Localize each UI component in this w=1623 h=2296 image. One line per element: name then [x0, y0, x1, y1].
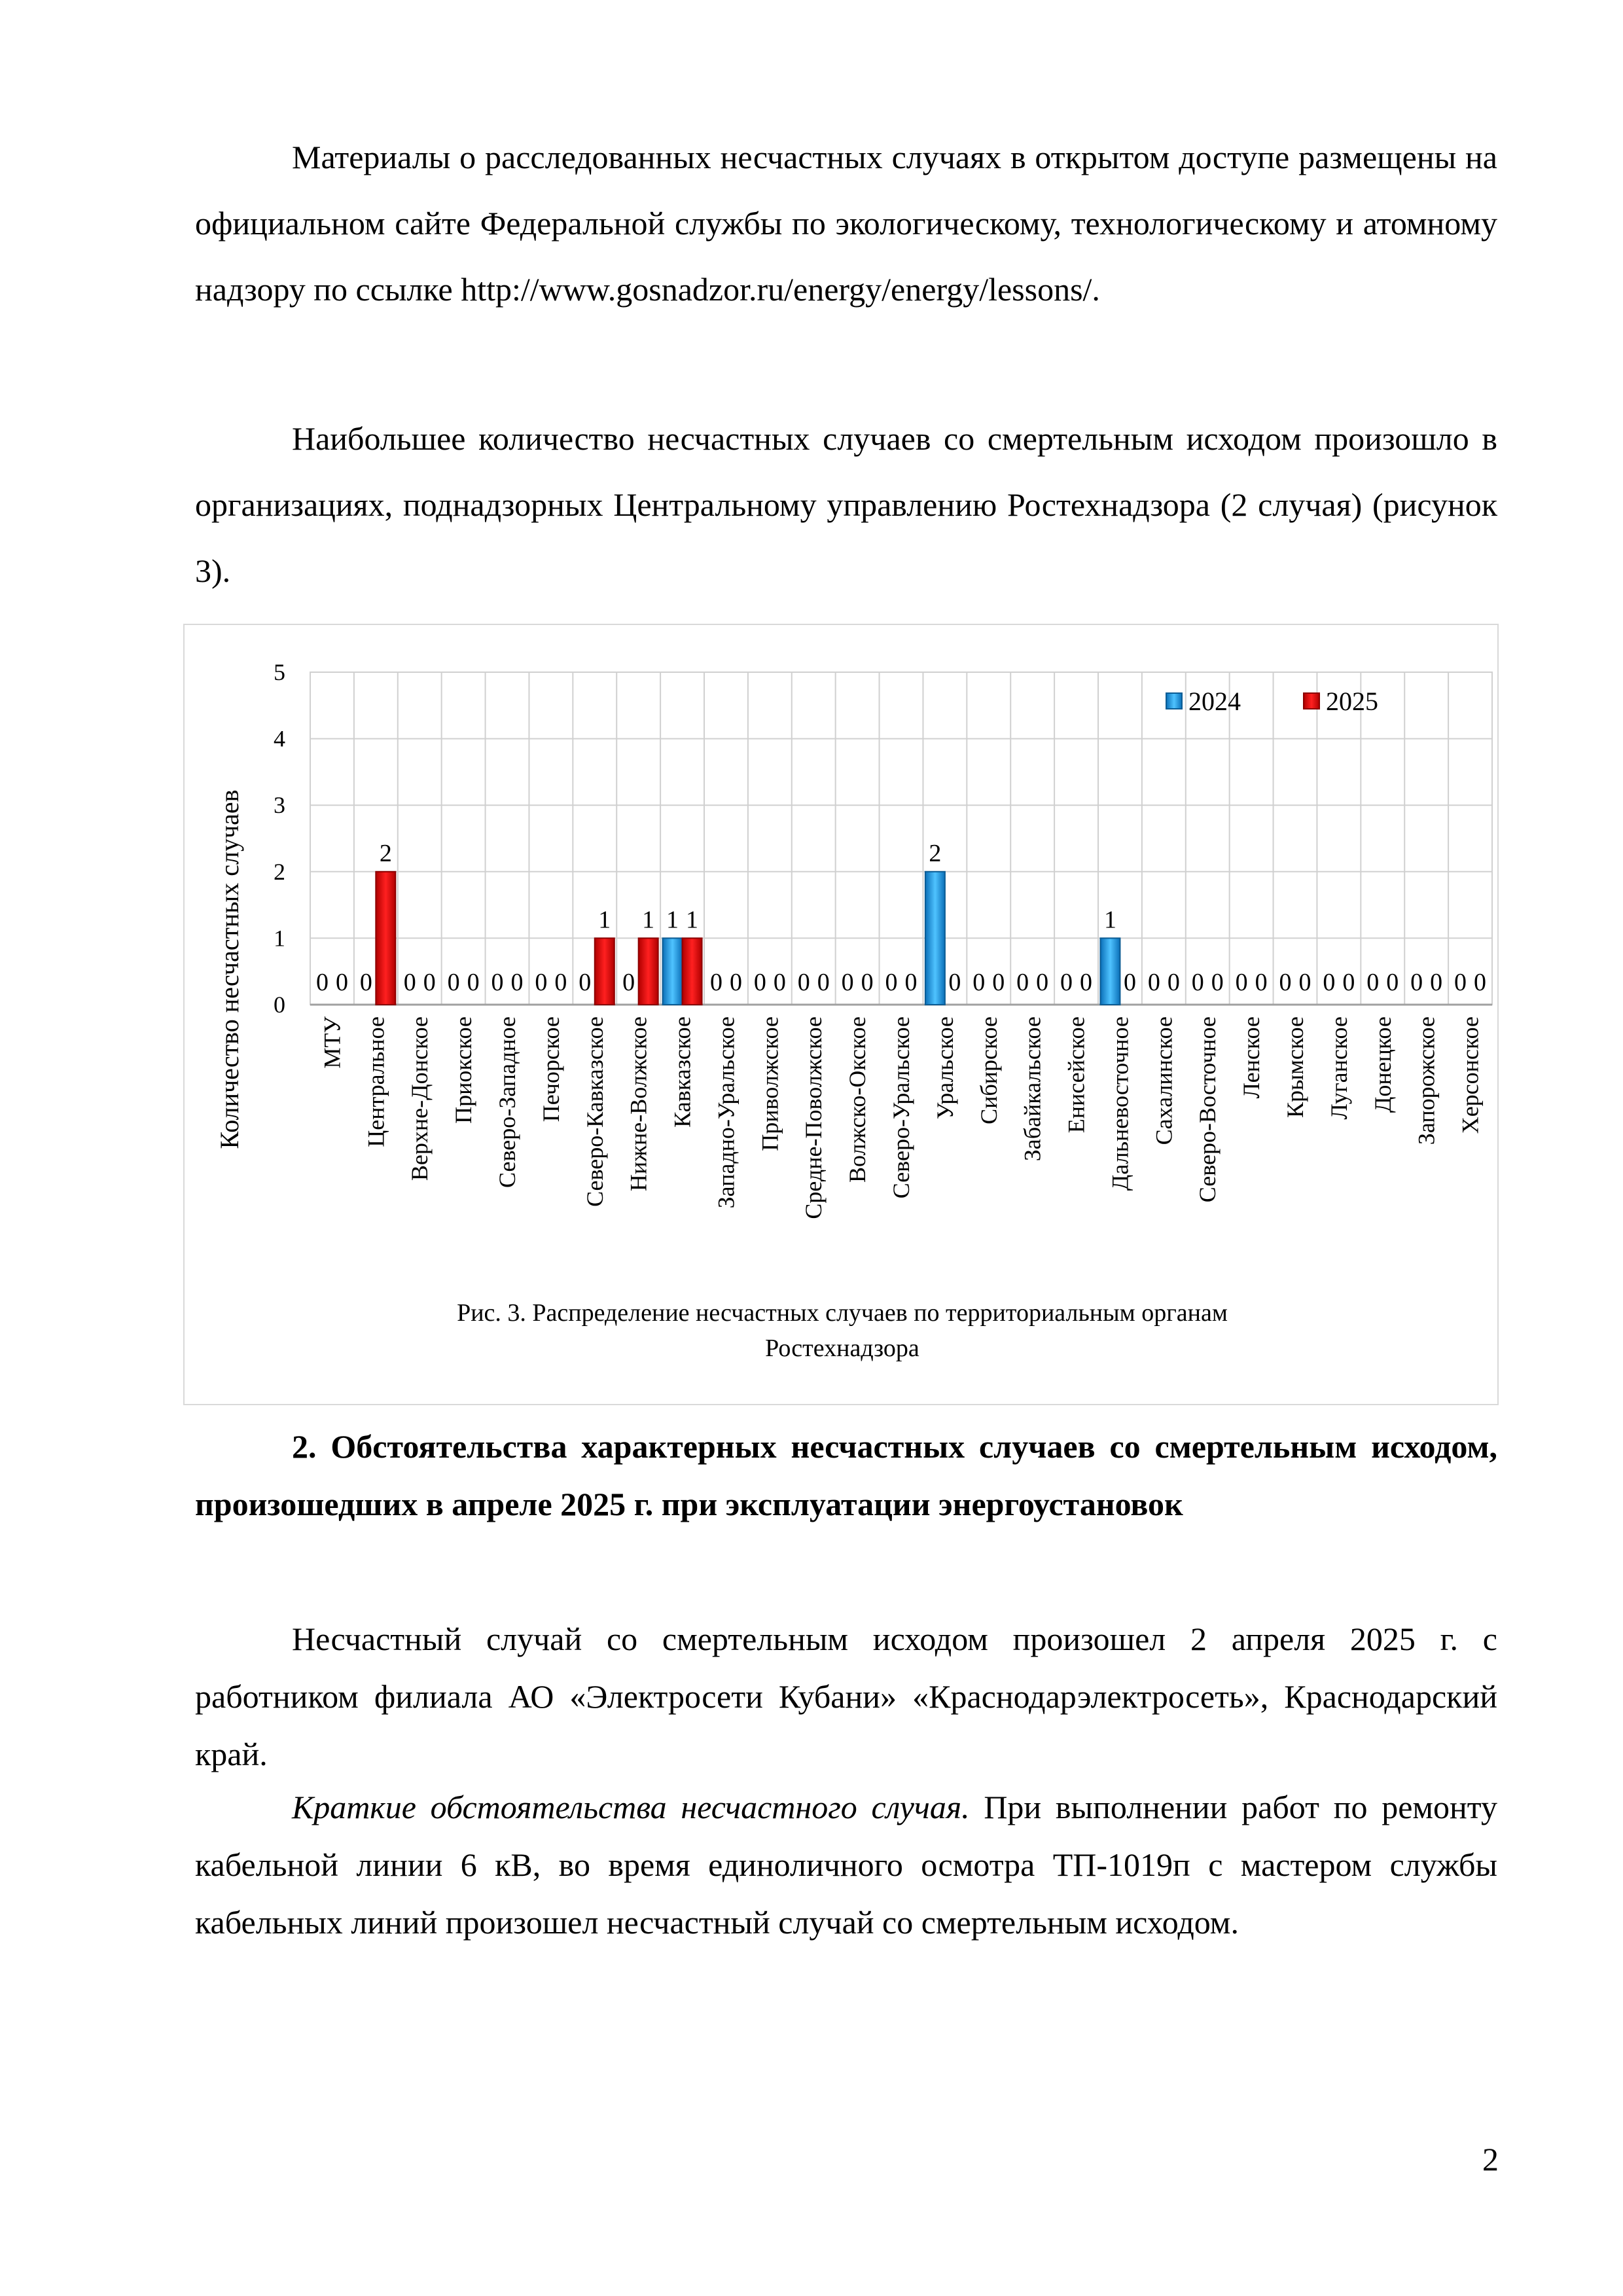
figure-caption-line-1: Рис. 3. Распределение несчастных случаев по территориальным органам — [457, 1299, 1228, 1327]
bar-2024-14 — [925, 872, 945, 1005]
data-label: 0 — [535, 969, 548, 996]
data-label: 0 — [972, 969, 986, 996]
data-label: 0 — [1036, 969, 1049, 996]
data-label: 2 — [379, 839, 392, 867]
bar-2025-6 — [595, 938, 615, 1005]
data-label: 0 — [992, 969, 1005, 996]
circumstances-text: При выполнении работ по ремонту кабельной линии 6 кВ, во время единоличного осмотра ТП-1019п с мастером службы кабельных линий произошел несчастный случай со смертельным исходом. — [195, 1789, 1497, 1941]
data-label: 1 — [666, 906, 679, 934]
data-label: 0 — [885, 969, 898, 996]
bar-2025-1 — [376, 872, 395, 1005]
data-label: 0 — [1298, 969, 1311, 996]
data-label: 1 — [686, 906, 699, 934]
paragraph-materials-text: Материалы о расследованных несчастных случаях в открытом доступе размещены на официальном сайте Федеральной службы по экологическому, технологическому и атомному надзору по ссылке http://www.gosnadzor.ru/energy/energy/lessons/. — [195, 139, 1497, 308]
data-label: 1 — [1103, 906, 1116, 934]
y-tick-label: 4 — [274, 725, 285, 752]
x-tick-label: Приокское — [450, 1016, 477, 1124]
figure-caption-line-2: Ростехнадзора — [765, 1335, 919, 1362]
paragraph-accident-date-text: Несчастный случай со смертельным исходом произошел 2 апреля 2025 г. с работником филиала АО «Электросети Кубани» «Краснодарэлектросеть», Краснодарский край. — [195, 1621, 1497, 1772]
data-label: 0 — [904, 969, 918, 996]
data-label: 0 — [1211, 969, 1224, 996]
y-tick-label: 5 — [274, 659, 285, 685]
y-tick-label: 0 — [274, 992, 285, 1018]
data-label: 0 — [1366, 969, 1380, 996]
paragraph-accident-date — [195, 1610, 1497, 1783]
bar-2025-7 — [639, 938, 658, 1005]
data-label: 0 — [817, 969, 830, 996]
x-tick-label: Северо-Кавказское — [581, 1016, 608, 1207]
y-tick-label: 1 — [274, 925, 285, 952]
data-label: 0 — [1386, 969, 1399, 996]
bar-2024-8 — [663, 938, 683, 1005]
paragraph-materials — [195, 124, 1497, 323]
data-label: 0 — [773, 969, 786, 996]
paragraph-circumstances — [195, 1778, 1497, 1951]
data-label: 0 — [491, 969, 504, 996]
data-label: 0 — [1454, 969, 1467, 996]
data-label: 0 — [510, 969, 524, 996]
y-tick-label: 3 — [274, 792, 285, 819]
x-tick-label: Дальневосточное — [1107, 1016, 1133, 1191]
data-label: 0 — [1474, 969, 1487, 996]
x-tick-label: Северо-Западное — [494, 1016, 520, 1188]
x-tick-label: Верхне-Донское — [406, 1016, 433, 1181]
x-tick-label: Печорское — [537, 1016, 564, 1122]
data-label: 0 — [1342, 969, 1355, 996]
x-tick-label: Уральское — [931, 1016, 958, 1120]
legend-swatch-2024 — [1166, 693, 1182, 709]
data-label: 0 — [709, 969, 722, 996]
x-tick-label: Луганское — [1325, 1016, 1352, 1120]
data-label: 0 — [1235, 969, 1248, 996]
data-label: 0 — [1323, 969, 1336, 996]
data-label: 0 — [1410, 969, 1423, 996]
data-label: 0 — [753, 969, 766, 996]
data-label: 0 — [622, 969, 635, 996]
x-tick-label: Ленское — [1238, 1016, 1265, 1099]
x-tick-label: Кавказское — [669, 1016, 696, 1128]
x-tick-label: Херсонское — [1457, 1016, 1484, 1134]
legend-label-2025: 2025 — [1326, 687, 1378, 716]
x-tick-label: Волжско-Окское — [844, 1016, 871, 1183]
x-tick-label: Запорожское — [1413, 1016, 1440, 1145]
x-tick-label: Центральное — [363, 1016, 389, 1147]
data-label: 0 — [1016, 969, 1029, 996]
x-tick-label: Енисейское — [1063, 1016, 1090, 1134]
x-tick-label: Забайкальское — [1019, 1016, 1046, 1162]
x-tick-label: Сахалинское — [1150, 1016, 1177, 1145]
data-label: 0 — [335, 969, 348, 996]
x-tick-label: Северо-Уральское — [888, 1016, 914, 1199]
x-tick-label: Нижне-Волжское — [625, 1016, 652, 1192]
paragraph-most-accidents-text: Наибольшее количество несчастных случаев со смертельным исходом произошло в организациях, поднадзорных Центральному управлению Ростехнадзора (2 случая) (рисунок 3). — [195, 420, 1497, 589]
data-label: 0 — [403, 969, 416, 996]
legend-swatch-2025 — [1304, 693, 1319, 709]
figure-3 — [183, 624, 1499, 1405]
data-label: 0 — [861, 969, 874, 996]
plot-area — [310, 672, 1492, 1005]
data-label: 0 — [1430, 969, 1443, 996]
data-label: 0 — [315, 969, 329, 996]
data-label: 0 — [1167, 969, 1180, 996]
data-label: 0 — [1255, 969, 1268, 996]
x-tick-label: Средне-Поволжское — [800, 1016, 827, 1219]
data-label: 0 — [1080, 969, 1093, 996]
data-label: 0 — [1147, 969, 1160, 996]
section-heading — [195, 1418, 1497, 1533]
data-label: 0 — [554, 969, 567, 996]
data-label: 0 — [1191, 969, 1204, 996]
x-tick-label: Донецкое — [1369, 1016, 1396, 1113]
data-label: 1 — [598, 906, 611, 934]
circumstances-italic-lead: Краткие обстоятельства несчастного случая. — [292, 1789, 970, 1825]
data-label: 0 — [579, 969, 592, 996]
data-label: 0 — [447, 969, 460, 996]
data-label: 0 — [797, 969, 810, 996]
x-tick-label: Северо-Восточное — [1194, 1016, 1221, 1203]
section-heading-text: 2. Обстоятельства характерных несчастных случаев со смертельным исходом, произошедших в апреле 2025 г. при эксплуатации энергоустановок — [195, 1428, 1497, 1522]
paragraph-most-accidents — [195, 406, 1497, 604]
data-label: 1 — [642, 906, 655, 934]
data-label: 0 — [948, 969, 961, 996]
bar-chart — [185, 625, 1497, 1404]
x-tick-label: Крымское — [1282, 1016, 1308, 1119]
legend-label-2024: 2024 — [1188, 687, 1241, 716]
x-tick-label: Сибирское — [975, 1016, 1002, 1124]
data-label: 0 — [1123, 969, 1136, 996]
y-axis-title: Количество несчастных случаев — [215, 789, 244, 1149]
data-label: 0 — [423, 969, 436, 996]
y-tick-label: 2 — [274, 858, 285, 885]
data-label: 0 — [467, 969, 480, 996]
x-tick-label: Приволжское — [757, 1016, 783, 1151]
data-label: 0 — [841, 969, 854, 996]
data-label: 0 — [1060, 969, 1073, 996]
page-number: 2 — [1482, 2141, 1499, 2178]
data-label: 2 — [929, 839, 942, 867]
x-tick-label: Западно-Уральское — [713, 1016, 740, 1209]
data-label: 0 — [359, 969, 372, 996]
bar-2025-8 — [683, 938, 702, 1005]
x-tick-label: МТУ — [319, 1016, 346, 1069]
data-label: 0 — [1279, 969, 1292, 996]
bar-2024-18 — [1100, 938, 1120, 1005]
data-label: 0 — [729, 969, 742, 996]
